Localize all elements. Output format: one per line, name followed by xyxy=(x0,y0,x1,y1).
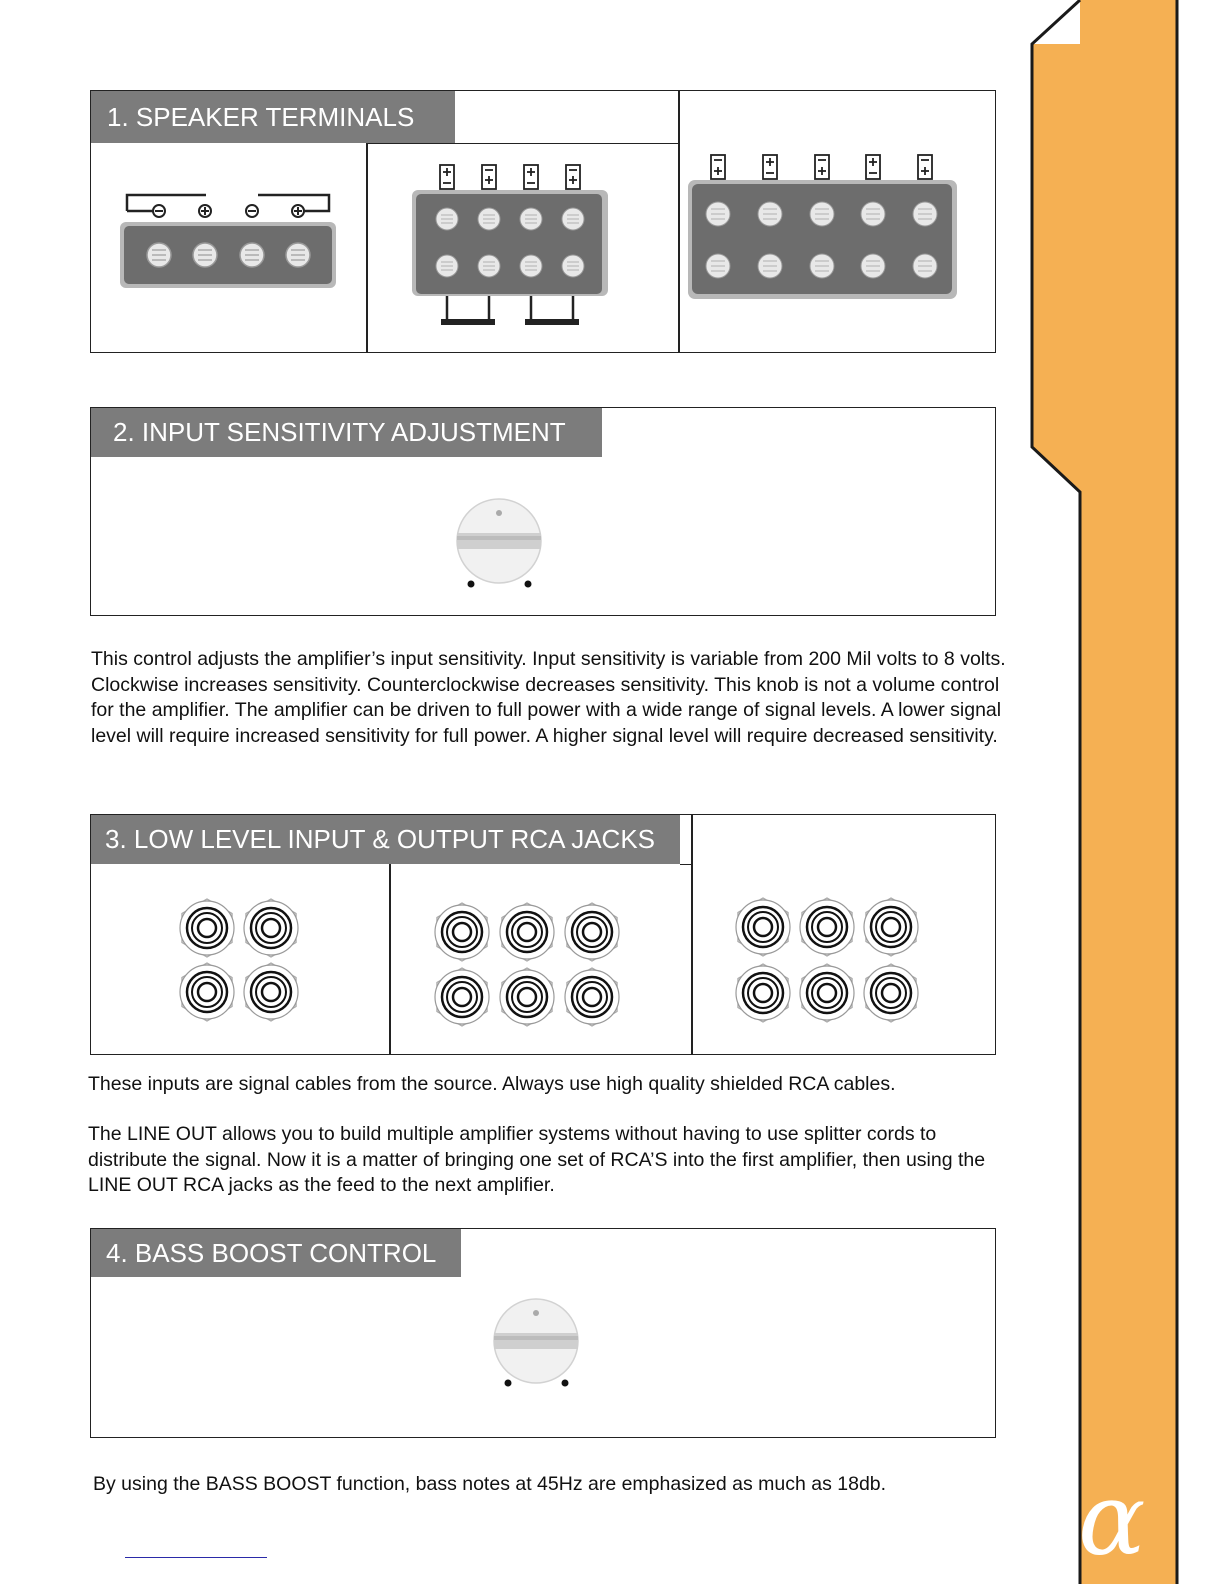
footer-rule xyxy=(125,1557,267,1558)
rca-jack-icon xyxy=(244,899,298,957)
terminal-block-4ch xyxy=(410,162,610,327)
section-title: 2. INPUT SENSITIVITY ADJUSTMENT xyxy=(91,408,602,457)
paragraph: These inputs are signal cables from the source. Always use high quality shielded RCA cables. xyxy=(88,1073,896,1095)
rca-jack-icon xyxy=(800,898,854,956)
rca-jack-icon xyxy=(180,899,234,957)
section-title: 1. SPEAKER TERMINALS xyxy=(91,91,455,143)
paragraph: By using the BASS BOOST function, bass notes at 45Hz are emphasized as much as 18db. xyxy=(93,1473,887,1495)
rca-jack-icon xyxy=(864,964,918,1022)
terminal-block-5ch xyxy=(688,152,958,300)
screw-icon xyxy=(240,243,264,267)
rca-jacks-group-2x3 xyxy=(430,900,625,1030)
polarity-minus-icon xyxy=(246,205,258,217)
input-sensitivity-description xyxy=(91,647,1006,749)
paragraph: The LINE OUT allows you to build multiple amplifier systems without having to use splitter cords to distribute the signal. Now it is a matter of bringing one set of RCA’S into the first amplifier, then using the LINE OUT RCA jacks as the feed to the next amplifier. xyxy=(88,1123,986,1196)
rca-jack-icon xyxy=(736,898,790,956)
rca-jack-icon xyxy=(435,968,489,1026)
polarity-label-icon xyxy=(711,155,932,179)
rca-jack-icon xyxy=(864,898,918,956)
rca-jack-icon xyxy=(500,968,554,1026)
polarity-plus-icon xyxy=(292,205,304,217)
screw-icon xyxy=(193,243,217,267)
bass-boost-description xyxy=(93,1472,1008,1498)
rca-jack-icon xyxy=(736,964,790,1022)
polarity-label-icon xyxy=(440,165,580,189)
rca-jack-icon xyxy=(565,968,619,1026)
terminal-block-2ch xyxy=(118,192,338,290)
rca-jack-icon xyxy=(244,963,298,1021)
section-title: 3. LOW LEVEL INPUT & OUTPUT RCA JACKS xyxy=(91,815,680,864)
rca-jack-icon xyxy=(800,964,854,1022)
logo-alpha: α xyxy=(1078,1461,1146,1578)
screw-icon xyxy=(147,243,171,267)
rca-description-1 xyxy=(88,1072,1003,1098)
rca-description-2 xyxy=(88,1122,1003,1199)
rca-jacks-group-2x2 xyxy=(175,896,305,1026)
bridge-bar-icon xyxy=(447,296,573,322)
section-title: 4. BASS BOOST CONTROL xyxy=(91,1229,461,1277)
screw-icon xyxy=(286,243,310,267)
polarity-plus-icon xyxy=(199,205,211,217)
rca-jack-icon xyxy=(565,903,619,961)
bass-boost-knob-icon xyxy=(492,1298,582,1390)
rca-jack-icon xyxy=(500,903,554,961)
rca-jack-icon xyxy=(180,963,234,1021)
polarity-minus-icon xyxy=(153,205,165,217)
sensitivity-knob-icon xyxy=(455,498,545,590)
paragraph: This control adjusts the amplifier’s input sensitivity. Input sensitivity is variable from 200 Mil volts to 8 volts. Clockwise increases sensitivity. Counterclockwise decreases sensitivity. This knob is not a volume control for the amplifier. The amplifier can be driven to full power with a wide range of signal levels. A lower signal level will require increased sensitivity for full power. A higher signal level will require decreased sensitivity. xyxy=(91,648,1006,747)
rca-jack-icon xyxy=(435,903,489,961)
sidebar-decoration xyxy=(1030,0,1224,1584)
rca-jacks-group-2x3 xyxy=(731,897,926,1027)
